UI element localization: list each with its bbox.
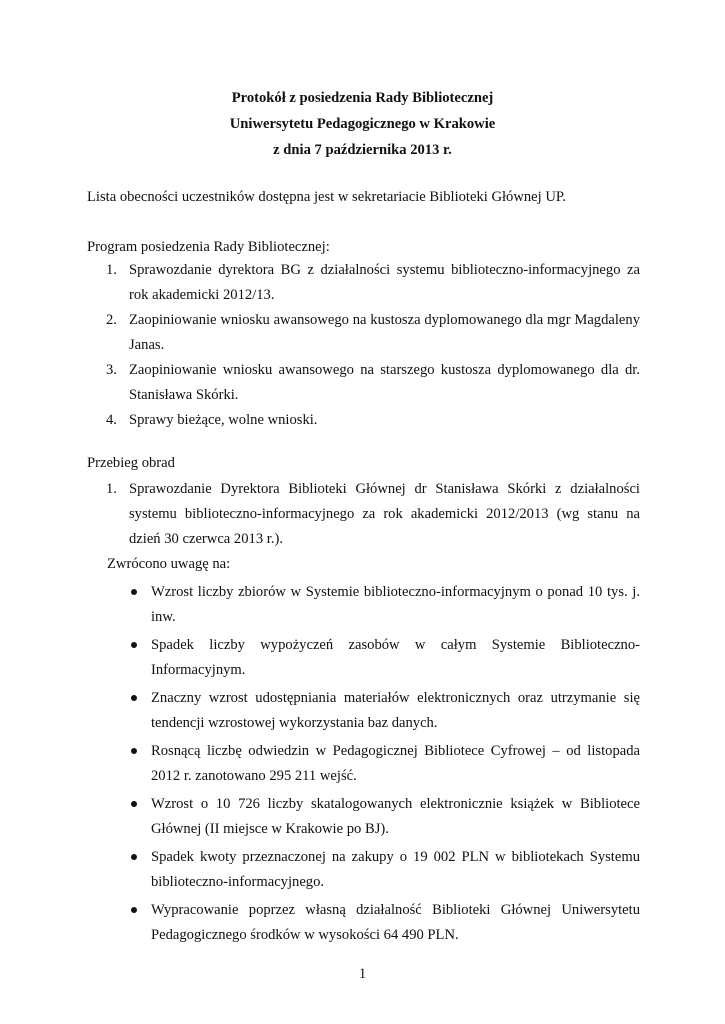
remark-text: Spadek kwoty przeznaczonej na zakupy o 19 002 PLN w bibliotekach Systemu biblioteczno-informacyjnego. <box>151 849 640 890</box>
page-number: 1 <box>358 966 367 982</box>
agenda-item <box>87 358 640 408</box>
remarks-heading: Zwrócono uwagę na: <box>107 556 231 572</box>
remark-item <box>87 898 640 948</box>
title-line-2: Uniwersytetu Pedagogicznego w Krakowie <box>229 116 496 132</box>
proceedings-heading: Przebieg obrad <box>87 455 175 471</box>
agenda-item <box>87 408 640 433</box>
bullet-icon <box>131 695 137 701</box>
remark-text: Spadek liczby wypożyczeń zasobów w całym Systemie Biblioteczno-Informacyjnym. <box>151 637 640 678</box>
remark-text: Wzrost o 10 726 liczby skatalogowanych elektronicznie książek w Bibliotece Głównej (II miejsce w Krakowie po BJ). <box>151 796 640 837</box>
agenda-item-number: 4. <box>106 412 117 428</box>
remark-item <box>87 792 640 842</box>
proceedings-list <box>87 477 640 552</box>
title-line-1: Protokół z posiedzenia Rady Bibliotecznej <box>231 90 494 106</box>
agenda-item <box>87 308 640 358</box>
agenda-item-text: Zaopiniowanie wniosku awansowego na starszego kustosza dyplomowanego dla dr. Stanisława Skórki. <box>129 362 640 403</box>
bullet-icon <box>131 642 137 648</box>
remark-item <box>87 686 640 736</box>
proceedings-item-text: Sprawozdanie Dyrektora Biblioteki Głównej dr Stanisława Skórki z działalności systemu biblioteczno-informacyjnego za rok akademicki 2012/2013 (wg stanu na dzień 30 czerwca 2013 r.). <box>129 481 640 547</box>
remark-item <box>87 580 640 630</box>
remarks-list <box>87 580 640 948</box>
bullet-icon <box>131 801 137 807</box>
meeting-program <box>87 236 640 433</box>
title-line-3: z dnia 7 października 2013 r. <box>273 142 452 158</box>
bullet-icon <box>131 589 137 595</box>
bullet-icon <box>131 907 137 913</box>
remark-text: Wypracowanie poprzez własną działalność Biblioteki Głównej Uniwersytetu Pedagogicznego środków w wysokości 64 490 PLN. <box>151 902 640 943</box>
agenda-item-text: Zaopiniowanie wniosku awansowego na kustosza dyplomowanego dla mgr Magdaleny Janas. <box>129 312 640 353</box>
remark-item <box>87 845 640 895</box>
proceedings-item-number: 1. <box>106 481 117 497</box>
program-heading: Program posiedzenia Rady Bibliotecznej: <box>87 239 330 255</box>
remark-item <box>87 739 640 789</box>
meeting-proceedings <box>87 452 640 948</box>
remark-text: Rosnącą liczbę odwiedzin w Pedagogicznej Bibliotece Cyfrowej – od listopada 2012 r. zanotowano 295 211 wejść. <box>151 743 640 784</box>
agenda-item <box>87 258 640 308</box>
bullet-icon <box>131 854 137 860</box>
remark-text: Wzrost liczby zbiorów w Systemie biblioteczno-informacyjnym o ponad 10 tys. j. inw. <box>151 584 640 625</box>
agenda-list <box>87 258 640 433</box>
remark-item <box>87 633 640 683</box>
agenda-item-text: Sprawy bieżące, wolne wnioski. <box>129 412 318 428</box>
agenda-item-number: 1. <box>106 262 117 278</box>
attendance-note: Lista obecności uczestników dostępna jest w sekretariacie Biblioteki Głównej UP. <box>87 189 567 205</box>
remark-text: Znaczny wzrost udostępniania materiałów elektronicznych oraz utrzymanie się tendencji wzrostowej wykorzystania baz danych. <box>151 690 640 731</box>
proceedings-item <box>87 477 640 552</box>
document-title <box>0 85 725 163</box>
agenda-item-number: 3. <box>106 362 117 378</box>
agenda-item-number: 2. <box>106 312 117 328</box>
bullet-icon <box>131 748 137 754</box>
agenda-item-text: Sprawozdanie dyrektora BG z działalności systemu biblioteczno-informacyjnego za rok akademicki 2012/13. <box>129 262 640 303</box>
